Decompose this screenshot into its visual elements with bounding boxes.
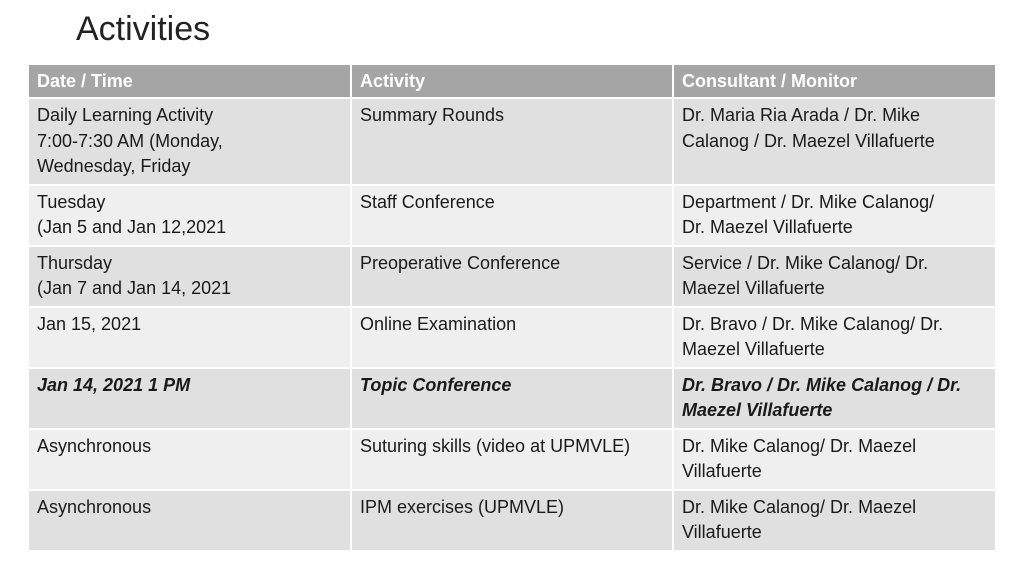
date-time-line: (Jan 5 and Jan 12,2021 [37,217,227,237]
cell-date-time [29,246,351,307]
table-row [29,368,995,429]
table-row [29,429,995,490]
table-body [29,98,995,551]
table-row [29,307,995,368]
consultant-line: Dr. Maezel Villafuerte [682,217,853,237]
cell-activity [351,429,673,490]
activity-text: IPM exercises (UPMVLE) [360,496,565,517]
consultant-line: Calanog / Dr. Maezel Villafuerte [682,130,935,151]
cell-consultant-monitor [673,368,995,429]
consultant-line: Dr. Bravo / Dr. Mike Calanog/ Dr. [682,313,944,334]
consultant-line: Dr. Mike Calanog/ Dr. Maezel [682,496,917,517]
consultant-line: Dr. Mike Calanog/ Dr. Maezel [682,435,917,456]
activity-text: Topic Conference [360,374,512,395]
cell-activity [351,185,673,246]
cell-date-time [29,368,351,429]
cell-consultant-monitor [673,98,995,185]
cell-consultant-monitor [673,429,995,490]
date-time-line: 7:00-7:30 AM (Monday, [37,130,223,151]
cell-date-time [29,307,351,368]
activity-text: Staff Conference [360,191,495,212]
cell-date-time [29,490,351,551]
column-header-date-time: Date / Time [29,65,351,98]
date-time-line: Jan 14, 2021 1 PM [37,374,191,395]
table-row [29,98,995,185]
cell-consultant-monitor [673,307,995,368]
consultant-line: Maezel Villafuerte [682,339,825,359]
consultant-line: Service / Dr. Mike Calanog/ Dr. [682,252,929,273]
consultant-line: Department / Dr. Mike Calanog/ [682,191,935,212]
table-header [29,65,995,98]
cell-activity [351,98,673,185]
cell-consultant-monitor [673,490,995,551]
cell-activity [351,246,673,307]
cell-activity [351,307,673,368]
consultant-line: Villafuerte [682,522,762,542]
date-time-line: Asynchronous [37,496,152,517]
cell-date-time [29,429,351,490]
activity-text: Suturing skills (video at UPMVLE) [360,435,631,456]
date-time-line: Wednesday, Friday [37,156,191,176]
table-row [29,185,995,246]
consultant-line: Villafuerte [682,461,762,481]
activity-text: Online Examination [360,313,517,334]
date-time-line: (Jan 7 and Jan 14, 2021 [37,278,232,298]
consultant-line: Dr. Maria Ria Arada / Dr. Mike [682,105,921,125]
consultant-line: Maezel Villafuerte [682,278,825,298]
cell-date-time [29,185,351,246]
cell-date-time [29,98,351,185]
table-row [29,246,995,307]
consultant-line: Maezel Villafuerte [682,400,833,420]
date-time-line: Jan 15, 2021 [37,313,142,334]
cell-consultant-monitor [673,246,995,307]
cell-activity [351,490,673,551]
date-time-line: Asynchronous [37,435,152,456]
cell-activity [351,368,673,429]
activity-text: Preoperative Conference [360,252,561,273]
table-row [29,490,995,551]
page-title: Activities [76,10,211,48]
activities-table [29,65,995,552]
date-time-line: Tuesday [37,191,106,212]
table-header-row [29,65,995,98]
cell-consultant-monitor [673,185,995,246]
date-time-line: Daily Learning Activity [37,105,214,125]
activity-text: Summary Rounds [360,105,505,125]
column-header-consultant-monitor: Consultant / Monitor [673,65,995,98]
column-header-activity: Activity [351,65,673,98]
date-time-line: Thursday [37,252,113,273]
consultant-line: Dr. Bravo / Dr. Mike Calanog / Dr. [682,374,962,395]
